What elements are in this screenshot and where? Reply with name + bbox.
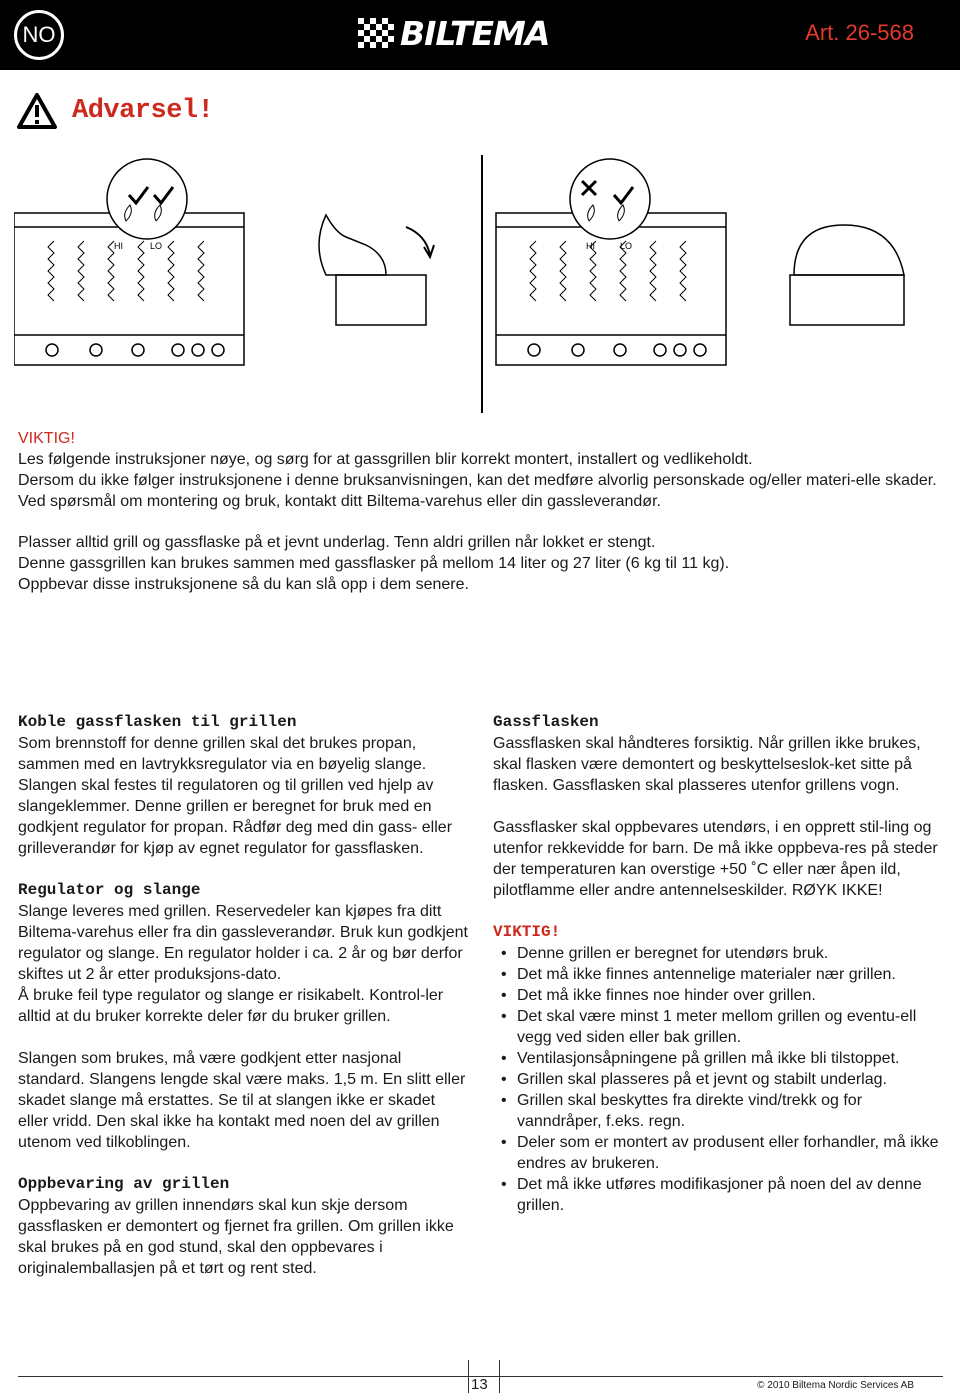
heading-regulator: Regulator og slange [18,881,201,899]
important-list [493,943,943,1216]
list-item: • Det må ikke finnes antennelige materialer nær grillen. [493,964,943,985]
list-item: • Grillen skal plasseres på et jevnt og stabilt underlag. [493,1069,943,1090]
intro-line-1: Les følgende instruksjoner nøye, og sørg for at gassgrillen blir korrekt montert, installert og vedlikeholdt. [18,451,753,468]
warning-triangle-icon [16,92,58,130]
intro-line-4: Plasser alltid grill og gassflaske på et jevnt underlag. Tenn aldri grillen når lokket er stengt. [18,534,656,551]
article-number: Art. 26-568 [805,20,914,45]
brand-logo [358,13,550,53]
language-badge: NO [14,10,64,60]
list-item: • Denne grillen er beregnet for utendørs bruk. [493,943,943,964]
heading-storage: Oppbevaring av grillen [18,1175,230,1193]
paragraph-gas-storage: Gassflasker skal oppbevares utendørs, i en opprett stil-ling og utenfor rekkevidde for barn. De må ikke oppbeva-res på steder der temperaturen kan overstige +50 ˚C eller nær åpen ild, pilotflamme eller andre antennelseskilder. RØYK IKKE! [493,819,938,899]
list-item: • Det må ikke utføres modifikasjoner på noen del av denne grillen. [493,1174,943,1216]
list-item: • Ventilasjonsåpningene på grillen må ikke bli tilstoppet. [493,1048,943,1069]
list-item: • Det skal være minst 1 meter mellom grillen og eventu-ell vegg ved siden eller bak grillen. [493,1006,943,1048]
heading-gas-bottle: Gassflasken [493,713,599,731]
intro-line-2: Dersom du ikke følger instruksjonene i denne bruksanvisningen, kan det medføre alvorlig personskade og/eller materi-elle skader. [18,472,937,489]
paragraph-gas-bottle: Gassflasken skal håndteres forsiktig. Når grillen ikke brukes, skal flasken være demontert og beskyttelseslok-ket sitte på flasken. Gassflasken skal plasseres utenfor grillens vogn. [493,735,921,794]
warning-heading [16,92,213,130]
left-column [18,712,468,1279]
intro-line-5: Denne gassgrillen kan brukes sammen med gassflasker på mellom 14 liter og 27 liter (6 kg til 11 kg). [18,555,730,572]
paragraph-storage: Oppbevaring av grillen innendørs skal kun skje dersom gassflasken er demontert og fjernet fra grillen. Om grillen ikke skal brukes på en god stund, skal den oppbevares i originalemballasjen på et tørt og rent sted. [18,1197,454,1277]
right-column [493,712,943,1216]
page-divider-right [499,1360,500,1393]
header-bar [0,0,960,70]
intro-section [18,428,943,595]
copyright: © 2010 Biltema Nordic Services AB [757,1380,914,1391]
paragraph-connect-gas: Som brennstoff for denne grillen skal det brukes propan, sammen med en lavtrykksregulator via en bøyelig slange. Slangen skal festes til regulatoren og til grillen ved hjelp av slangeklemmer. Denne grillen er beregnet for bruk med en godkjent regulator for propan. Rådfør deg med din gass- eller grilleverandør for kjøp av egnet regulator for gassflasken. [18,735,453,857]
brand-name: BILTEMA [400,13,550,53]
heading-connect-gas: Koble gassflasken til grillen [18,713,297,731]
burner-label-hi-left: HI [114,241,123,251]
list-item: • Grillen skal beskyttes fra direkte vind/trekk og for vanndråper, f.eks. regn. [493,1090,943,1132]
warning-title: Advarsel! [72,96,214,126]
checkered-flag-icon [358,18,396,48]
paragraph-regulator: Slange leveres med grillen. Reservedeler kan kjøpes fra ditt Biltema-varehus eller fra din gassleverandør. Bruk kun godkjent regulator og slange. En regulator holder i ca. 2 år og bør derfor skiftes ut 2 år etter produksjons-dato. [18,903,468,983]
burner-label-hi-right: HI [586,241,595,251]
page-divider-left [468,1360,469,1393]
burner-label-lo-left: LO [150,241,163,251]
list-item: • Deler som er montert av produsent eller forhandler, må ikke endres av brukeren. [493,1132,943,1174]
intro-line-3: Ved spørsmål om montering og bruk, kontakt ditt Biltema-varehus eller din gassleverandør. [18,493,661,510]
page-number: 13 [471,1376,488,1393]
burner-label-lo-right: LO [620,241,633,251]
intro-viktig: VIKTIG! [18,430,75,447]
heading-viktig: VIKTIG! [493,923,561,941]
list-item: • Det må ikke finnes noe hinder over grillen. [493,985,943,1006]
paragraph-regulator-risk: Å bruke feil type regulator og slange er risikabelt. Kontrol-ler alltid at du bruker korrekte deler før du bruker grillen. [18,987,444,1025]
paragraph-hose: Slangen som brukes, må være godkjent etter nasjonal standard. Slangens lengde skal være maks. 1,5 m. En slitt eller skadet slange må erstattes. Se til at slangen ikke er skadet eller vridd. Den skal ikke ha kontakt med noen del av grillen utenom ved tilkoblingen. [18,1050,466,1151]
grill-illustration [14,155,944,417]
intro-line-6: Oppbevar disse instruksjonene så du kan slå opp i dem senere. [18,576,469,593]
